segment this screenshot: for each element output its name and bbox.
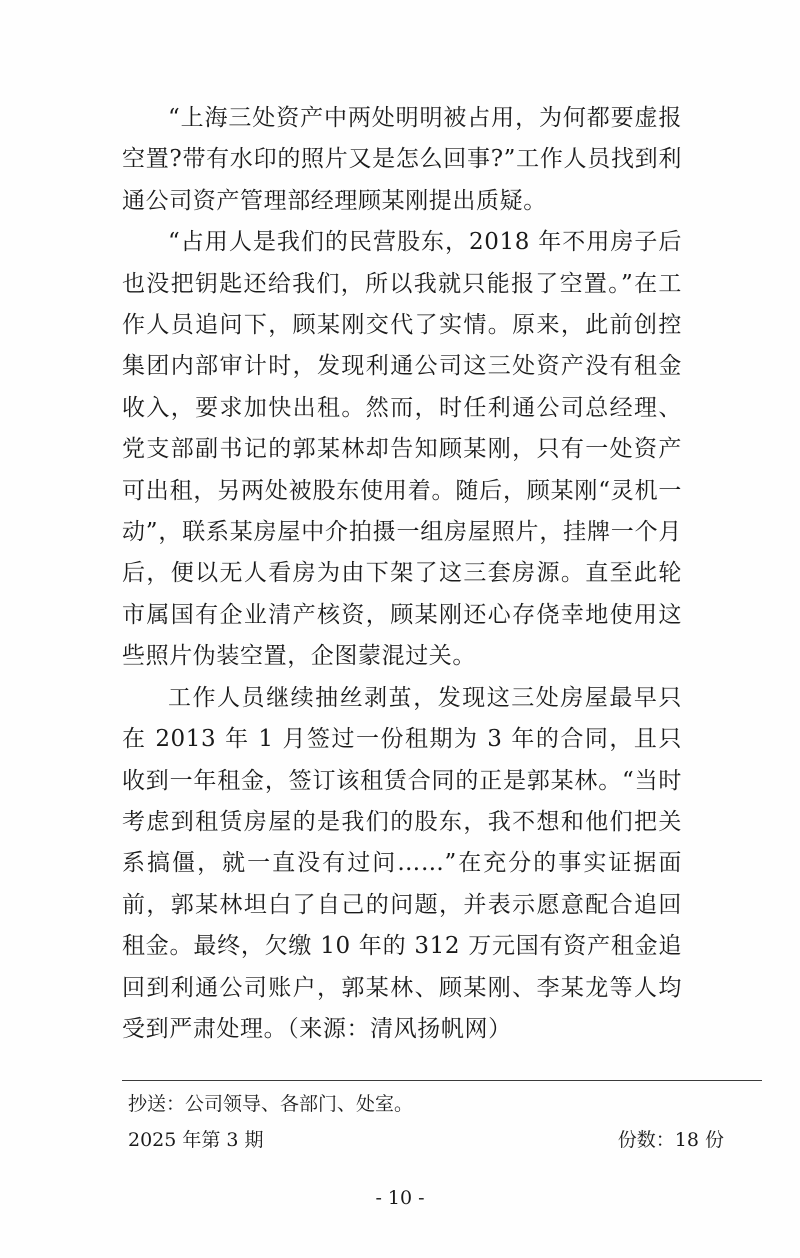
copy-to-line: 抄送：公司领导、各部门、处室。: [128, 1093, 414, 1115]
copies-count: 份数：18 份: [617, 1129, 724, 1151]
article-body: [122, 98, 682, 1050]
issue-number: 2025 年第 3 期: [128, 1129, 264, 1151]
paragraph-1: “上海三处资产中两处明明被占用，为何都要虚报空置?带有水印的照片又是怎么回事?”工作人员找到利通公司资产管理部经理顾某刚提出质疑。: [122, 105, 682, 214]
paragraph-3: 工作人员继续抽丝剥茧，发现这三处房屋最早只在 2013 年 1 月签过一份租期为 3 年的合同，且只收到一年租金，签订该租赁合同的正是郭某林。“当时考虑到租赁房屋的是我们的股东，我不想和他们把关系搞僵，就一直没有过问……”在充分的事实证据面前，郭某林坦白了自己的问题，并表示愿意配合追回租金。最终，欠缴 10 年的 312 万元国有资产租金追回到利通公司账户，郭某林、顾某刚、李某龙等人均受到严肃处理。（来源：清风扬帆网）: [122, 684, 682, 1042]
issue-line: [122, 1118, 762, 1160]
document-footer: [122, 1080, 762, 1160]
page-number: - 10 -: [375, 1187, 425, 1209]
paragraph-2: “占用人是我们的民营股东，2018 年不用房子后也没把钥匙还给我们，所以我就只能报了空置。”在工作人员追问下，顾某刚交代了实情。原来，此前创控集团内部审计时，发现利通公司这三处资产没有租金收入，要求加快出租。然而，时任利通公司总经理、党支部副书记的郭某林却告知顾某刚，只有一处资产可出租，另两处被股东使用着。随后，顾某刚“灵机一动”，联系某房屋中介拍摄一组房屋照片，挂牌一个月后，便以无人看房为由下架了这三套房源。直至此轮市属国有企业清产核资，顾某刚还心存侥幸地使用这些照片伪装空置，企图蒙混过关。: [122, 229, 682, 670]
